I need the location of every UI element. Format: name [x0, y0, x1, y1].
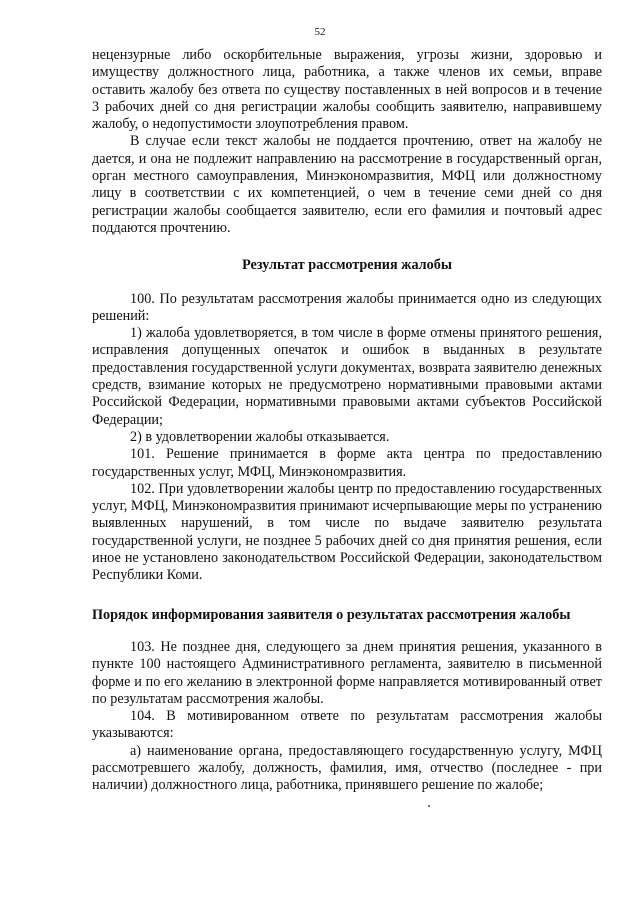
section-heading-result: Результат рассмотрения жалобы — [242, 257, 452, 274]
clause-101: 101. Решение принимается в форме акта центра по предоставлению государственных услуг, МФЦ, Минэкономразвития. — [92, 446, 602, 480]
paragraph-unreadable-complaint: В случае если текст жалобы не поддается прочтению, ответ на жалобу не дается, и она не подлежит направлению на рассмотрение в государственный орган, орган местного самоуправления, Минэкономразвития, МФЦ или должностному лицу в соответствии с их компетенцией, о чем в течение семи дней со дня регистрации жалобы сообщается заявителю, если его фамилия и почтовый адрес поддаются прочтению. — [92, 133, 602, 236]
scan-speck — [428, 805, 430, 807]
paragraph-continuation: нецензурные либо оскорбительные выражения, угрозы жизни, здоровью и имуществу должностного лица, работника, а также членов их семьи, вправе оставить жалобу без ответа по существу поставленных в ней вопросов и в течение 3 рабочих дней со дня регистрации жалобы сообщить заявителю, направившему жалобу, о недопустимости злоупотребления правом. — [92, 47, 602, 133]
section-heading-informing: Порядок информирования заявителя о результатах рассмотрения жалобы — [92, 606, 571, 623]
clause-102: 102. При удовлетворении жалобы центр по предоставлению государственных услуг, МФЦ, Минэкономразвития принимают исчерпывающие меры по устранению выявленных нарушений, в том числе по выдаче заявителю результата государственной услуги, не позднее 5 рабочих дней со дня принятия решения, если иное не установлено законодательством Российской Федерации, законодательством Республики Коми. — [92, 480, 602, 584]
clause-100-item-1: 1) жалоба удовлетворяется, в том числе в форме отмены принятого решения, исправления допущенных опечаток и ошибок в выданных в результате предоставления государственной услуги документах, возврата заявителю денежных средств, взимание которых не предусмотрено нормативными правовыми актами Российской Федерации, нормативными правовыми актами субъектов Российской Федерации; — [92, 325, 602, 428]
clause-104-item-a: а) наименование органа, предоставляющего государственную услугу, МФЦ рассмотревшего жалобу, должность, фамилия, имя, отчество (последнее - при наличии) должностного лица, работника, принявшего решение по жалобе; — [92, 742, 602, 794]
clause-100: 100. По результатам рассмотрения жалобы принимается одно из следующих решений: — [92, 290, 602, 324]
document-body — [92, 47, 602, 795]
clause-103: 103. Не позднее дня, следующего за днем принятия решения, указанного в пункте 100 настоящего Административного регламента, заявителю в письменной форме и по его желанию в электронной форме направляется мотивированный ответ по результатам рассмотрения жалобы. — [92, 638, 602, 707]
page-number: 52 — [314, 26, 326, 38]
clause-104: 104. В мотивированном ответе по результатам рассмотрения жалобы указываются: — [92, 708, 602, 742]
clause-100-item-2: 2) в удовлетворении жалобы отказывается. — [130, 428, 390, 445]
